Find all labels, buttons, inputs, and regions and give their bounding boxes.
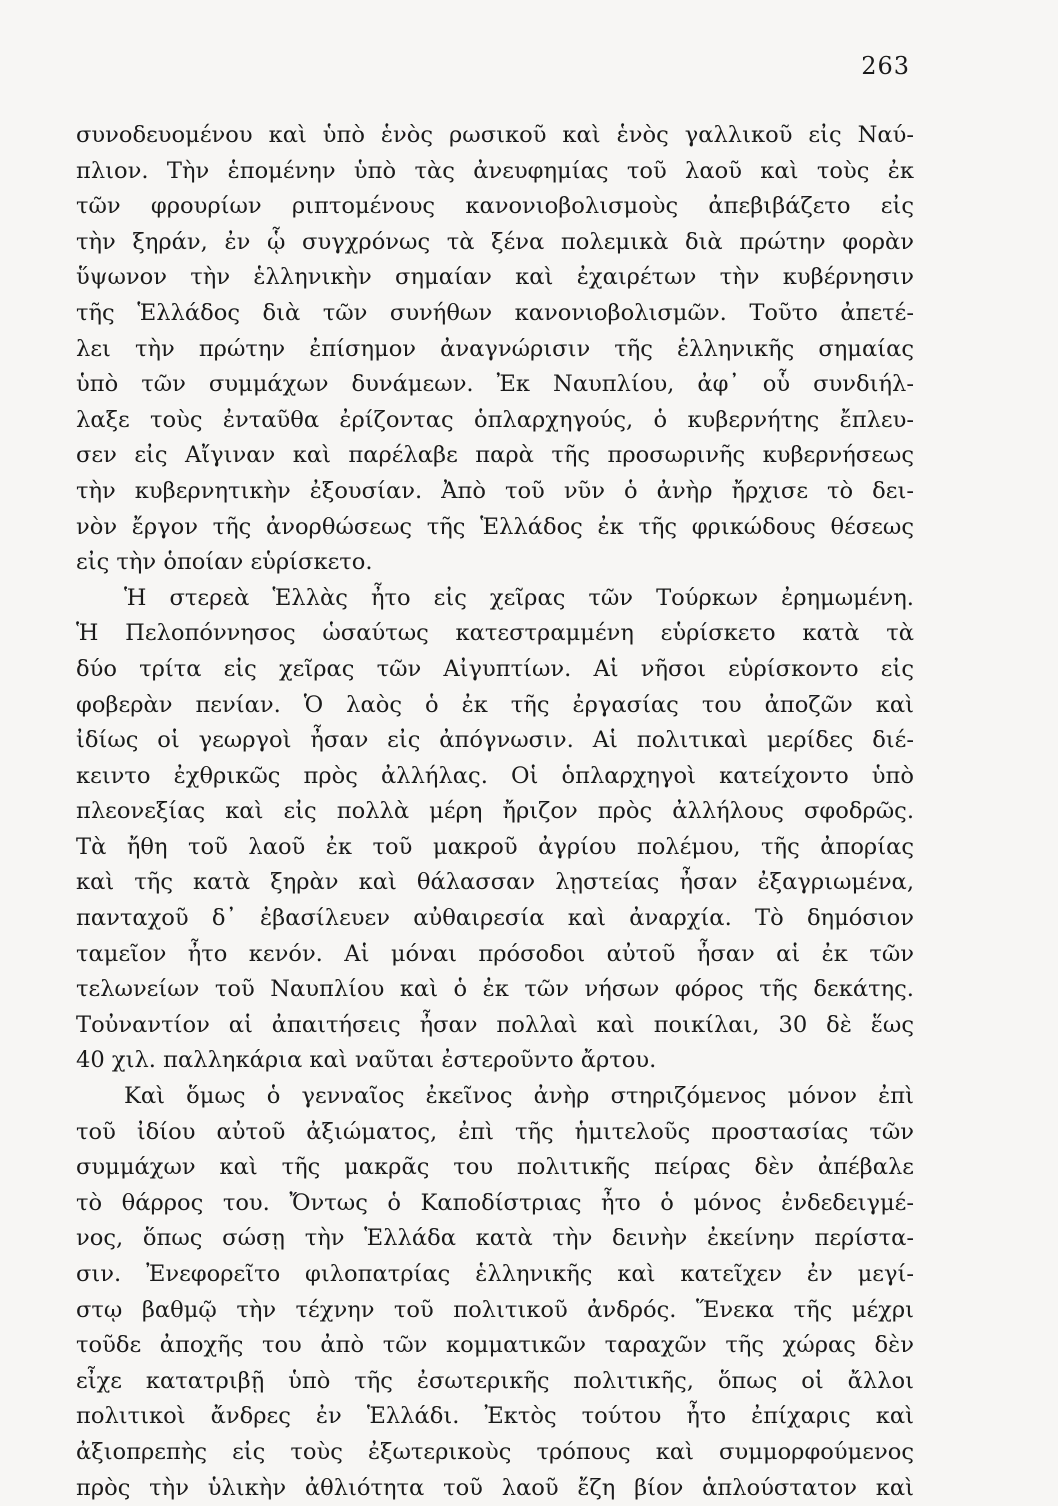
text-line: κειντο ἐχθρικῶς πρὸς ἀλλήλας. Οἱ ὁπλαρχηγοὶ κατείχοντο ὑπὸ bbox=[76, 762, 914, 789]
text-line: ὑπὸ τῶν συμμάχων δυνάμεων. Ἐκ Ναυπλίου, ἀφ᾽ οὗ συνδιήλ- bbox=[76, 371, 914, 398]
text-line: πρὸς τὴν ὑλικὴν ἀθλιότητα τοῦ λαοῦ ἔζη βίον ἁπλούστατον καὶ bbox=[76, 1474, 914, 1501]
text-line: πολιτικοὶ ἄνδρες ἐν Ἑλλάδι. Ἐκτὸς τούτου ἦτο ἐπίχαρις καὶ bbox=[76, 1403, 914, 1430]
text-line: Τὰ ἤθη τοῦ λαοῦ ἐκ τοῦ μακροῦ ἀγρίου πολέμου, τῆς ἀπορίας bbox=[76, 833, 914, 860]
text-line: λαξε τοὺς ἐνταῦθα ἐρίζοντας ὁπλαρχηγούς, ὁ κυβερνήτης ἔπλευ- bbox=[76, 406, 914, 433]
text-line: τοῦ ἰδίου αὐτοῦ ἀξιώματος, ἐπὶ τῆς ἡμιτελοῦς προστασίας τῶν bbox=[76, 1118, 914, 1145]
text-line: τῶν φρουρίων ριπτομένους κανονιοβολισμοὺς ἀπεβιβάζετο εἰς bbox=[76, 193, 914, 220]
text-line: λει τὴν πρώτην ἐπίσημον ἀναγνώρισιν τῆς ἑλληνικῆς σημαίας bbox=[76, 335, 914, 362]
text-line: πλιον. Τὴν ἑπομένην ὑπὸ τὰς ἀνευφημίας τοῦ λαοῦ καὶ τοὺς ἐκ bbox=[76, 157, 914, 184]
text-line: νὸν ἔργον τῆς ἀνορθώσεως τῆς Ἑλλάδος ἐκ τῆς φρικώδους θέσεως bbox=[76, 513, 914, 540]
text-line: συμμάχων καὶ τῆς μακρᾶς του πολιτικῆς πείρας δὲν ἀπέβαλε bbox=[76, 1154, 914, 1181]
text-line: συνοδευομένου καὶ ὑπὸ ἑνὸς ρωσικοῦ καὶ ἑνὸς γαλλικοῦ εἰς Ναύ- bbox=[76, 122, 914, 148]
text-line: Ἡ Πελοπόννησος ὡσαύτως κατεστραμμένη εὑρίσκετο κατὰ τὰ bbox=[76, 620, 914, 647]
text-line: 40 χιλ. παλληκάρια καὶ ναῦται ἐστεροῦντο ἄρτου. bbox=[76, 1047, 657, 1074]
text-line: Ἡ στερεὰ Ἑλλὰς ἦτο εἰς χεῖρας τῶν Τούρκων ἐρημωμένη. bbox=[124, 584, 914, 611]
text-line: καὶ τῆς κατὰ ξηρὰν καὶ θάλασσαν λῃστείας ἦσαν ἐξαγριωμένα, bbox=[76, 869, 914, 896]
text-line: ταμεῖον ἦτο κενόν. Αἱ μόναι πρόσοδοι αὐτοῦ ἦσαν αἱ ἐκ τῶν bbox=[76, 940, 914, 967]
text-line: τὴν ξηράν, ἐν ᾧ συγχρόνως τὰ ξένα πολεμικὰ διὰ πρώτην φορὰν bbox=[76, 228, 914, 255]
text-line: ὕψωνον τὴν ἑλληνικὴν σημαίαν καὶ ἐχαιρέτων τὴν κυβέρνησιν bbox=[76, 264, 914, 291]
text-line: τὴν κυβερνητικὴν ἐξουσίαν. Ἀπὸ τοῦ νῦν ὁ ἀνὴρ ἤρχισε τὸ δει- bbox=[76, 477, 914, 504]
text-line: ἰδίως οἱ γεωργοὶ ἦσαν εἰς ἀπόγνωσιν. Αἱ πολιτικαὶ μερίδες διέ- bbox=[76, 727, 914, 754]
text-line: Καὶ ὅμως ὁ γενναῖος ἐκεῖνος ἀνὴρ στηριζόμενος μόνον ἐπὶ bbox=[124, 1083, 914, 1110]
text-line: νος, ὅπως σώσῃ τὴν Ἑλλάδα κατὰ τὴν δεινὴν ἐκείνην περίστα- bbox=[76, 1225, 914, 1252]
text-line: εἰς τὴν ὁποίαν εὑρίσκετο. bbox=[76, 549, 373, 576]
text-line: ἀξιοπρεπὴς εἰς τοὺς ἐξωτερικοὺς τρόπους καὶ συμμορφούμενος bbox=[76, 1438, 914, 1465]
text-line: στῳ βαθμῷ τὴν τέχνην τοῦ πολιτικοῦ ἀνδρός. Ἕνεκα τῆς μέχρι bbox=[76, 1296, 914, 1323]
page-number: 263 bbox=[861, 52, 910, 80]
text-line: τῆς Ἑλλάδος διὰ τῶν συνήθων κανονιοβολισμῶν. Τοῦτο ἀπετέ- bbox=[76, 299, 914, 326]
text-line: εἶχε κατατριβῇ ὑπὸ τῆς ἐσωτερικῆς πολιτικῆς, ὅπως οἱ ἄλλοι bbox=[76, 1367, 914, 1394]
text-line: τελωνείων τοῦ Ναυπλίου καὶ ὁ ἐκ τῶν νήσων φόρος τῆς δεκάτης. bbox=[76, 976, 914, 1003]
text-line: πανταχοῦ δ᾽ ἐβασίλευεν αὐθαιρεσία καὶ ἀναρχία. Τὸ δημόσιον bbox=[76, 905, 914, 932]
text-line: σιν. Ἐνεφορεῖτο φιλοπατρίας ἑλληνικῆς καὶ κατεῖχεν ἐν μεγί- bbox=[76, 1261, 914, 1287]
text-line: πλεονεξίας καὶ εἰς πολλὰ μέρη ἤριζον πρὸς ἀλλήλους σφοδρῶς. bbox=[76, 798, 914, 825]
text-line: τὸ θάρρος του. Ὄντως ὁ Καποδίστριας ἦτο ὁ μόνος ἐνδεδειγμέ- bbox=[76, 1189, 914, 1216]
text-line: δύο τρίτα εἰς χεῖρας τῶν Αἰγυπτίων. Αἱ νῆσοι εὑρίσκοντο εἰς bbox=[76, 655, 914, 682]
text-line: φοβερὰν πενίαν. Ὁ λαὸς ὁ ἐκ τῆς ἐργασίας του ἀποζῶν καὶ bbox=[76, 691, 914, 718]
text-line: Τοὐναντίον αἱ ἀπαιτήσεις ἦσαν πολλαὶ καὶ ποικίλαι, 30 δὲ ἕως bbox=[76, 1011, 914, 1038]
body-text bbox=[76, 118, 914, 1506]
text-line: τοῦδε ἀποχῆς του ἀπὸ τῶν κομματικῶν ταραχῶν τῆς χώρας δὲν bbox=[76, 1332, 914, 1359]
text-line: σεν εἰς Αἴγιναν καὶ παρέλαβε παρὰ τῆς προσωρινῆς κυβερνήσεως bbox=[76, 442, 914, 469]
